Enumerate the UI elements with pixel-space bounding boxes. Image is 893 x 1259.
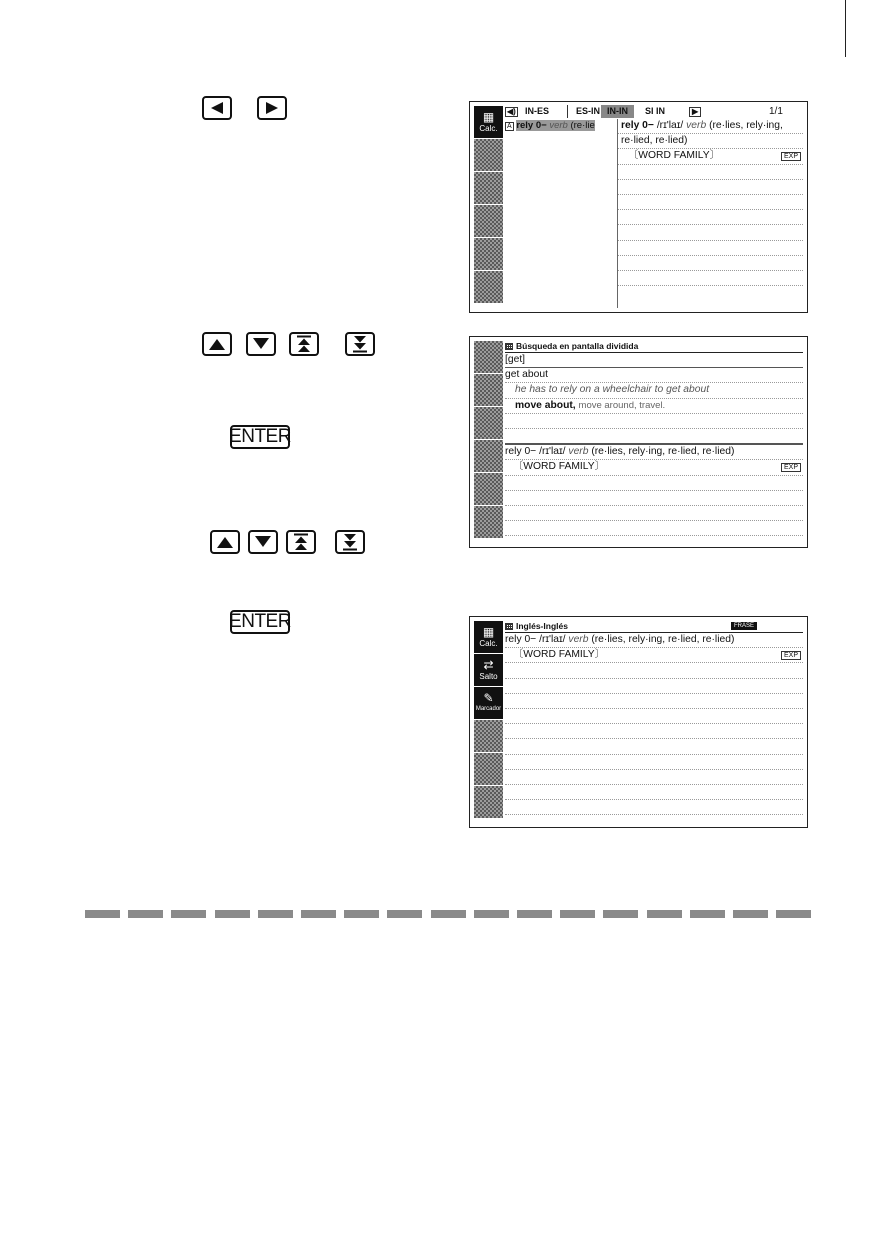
calc-button[interactable] (474, 106, 503, 138)
page-down-key-2 (335, 530, 365, 554)
dash-segment (517, 910, 552, 918)
salto-label: Salto (479, 672, 498, 681)
headword-list (505, 119, 618, 308)
dash-segment (215, 910, 250, 918)
blank-line (505, 429, 803, 445)
side-button-blank[interactable] (474, 139, 503, 171)
side-button-blank[interactable] (474, 341, 503, 373)
down-arrow-key (246, 332, 276, 356)
dash-segment (647, 910, 682, 918)
blank-line (505, 724, 803, 739)
definition-line: re·lied, re·lied) (618, 134, 803, 149)
example-line: he has to rely on a wheelchair to get about (505, 383, 803, 398)
jump-icon: ⇄ (483, 658, 494, 672)
down-triangle-icon (252, 337, 270, 351)
exp-badge: EXP (781, 651, 801, 660)
a-badge-icon: A (507, 123, 512, 130)
blank-line (505, 521, 803, 536)
side-button-blank[interactable] (474, 271, 503, 303)
double-down-icon (342, 533, 358, 551)
marcador-button[interactable] (474, 687, 503, 719)
blank-line (505, 770, 803, 785)
right-triangle-icon (264, 101, 280, 115)
side-button-blank[interactable] (474, 172, 503, 204)
blank-line (505, 785, 803, 800)
blank-line (618, 210, 803, 225)
page-up-key-2 (286, 530, 316, 554)
salto-button[interactable] (474, 654, 503, 686)
definition-line: rely 0− /rɪ'laɪ/ verb (re·lies, rely·ing, re·lied, re·lied) (505, 445, 803, 460)
blank-line (618, 195, 803, 210)
blank-line (618, 225, 803, 240)
tab-in-in[interactable]: IN-IN (601, 105, 634, 118)
tab-si-in[interactable]: SI IN (645, 106, 666, 116)
page-down-key (345, 332, 375, 356)
side-button-blank[interactable] (474, 720, 503, 752)
tab-es-in[interactable]: ES-IN (567, 105, 600, 118)
exp-badge: EXP (781, 463, 801, 472)
blank-line (505, 663, 803, 678)
marcador-label: Marcador (475, 706, 502, 712)
screen-title: Búsqueda en pantalla dividida (505, 340, 803, 353)
blank-line (618, 271, 803, 286)
definition-pane (618, 119, 803, 286)
blank-line (505, 476, 803, 491)
screen3-content (505, 620, 803, 815)
dash-segment (344, 910, 379, 918)
up-arrow-key (202, 332, 232, 356)
dash-segment (776, 910, 811, 918)
side-button-blank[interactable] (474, 506, 503, 538)
side-button-blank[interactable] (474, 205, 503, 237)
blank-line (505, 709, 803, 724)
word-family-line[interactable]: 〔WORD FAMILY〕 EXP (505, 460, 803, 475)
calc-label: Calc. (479, 124, 498, 133)
double-up-icon (293, 533, 309, 551)
page-indicator: 1/1 (769, 106, 783, 117)
dash-segment (733, 910, 768, 918)
dash-segment (474, 910, 509, 918)
dictionary-tabs (505, 105, 803, 118)
side-button-blank[interactable] (474, 374, 503, 406)
dictionary-screen-1 (469, 101, 808, 313)
blank-line (505, 414, 803, 429)
blank-line (505, 506, 803, 521)
dash-segment (690, 910, 725, 918)
play-icon[interactable]: ▶ (689, 107, 701, 117)
screen-title: Inglés-Inglés FRASE (505, 620, 803, 633)
dash-segment (387, 910, 422, 918)
blank-line (505, 679, 803, 694)
dictionary-screen-2 (469, 336, 808, 548)
dash-segment (431, 910, 466, 918)
blank-line (505, 491, 803, 506)
grid-icon (505, 343, 513, 350)
side-button-blank[interactable] (474, 440, 503, 472)
calc-button[interactable] (474, 621, 503, 653)
speaker-icon: ◀) (507, 107, 516, 116)
word-family-line[interactable]: 〔WORD FAMILY〕 EXP (618, 149, 803, 164)
entry-line: move about, move around, travel. (505, 399, 803, 414)
screen2-sidebar (474, 341, 503, 539)
dash-segment (301, 910, 336, 918)
calculator-icon: ▦ (482, 625, 495, 639)
dash-segment (85, 910, 120, 918)
calculator-icon: ▦ (482, 110, 495, 124)
blank-line (505, 755, 803, 770)
blank-line (618, 241, 803, 256)
double-down-icon (352, 335, 368, 353)
enter-key: ENTER (229, 426, 291, 447)
dash-segment (258, 910, 293, 918)
up-triangle-icon (216, 535, 234, 549)
side-button-blank[interactable] (474, 786, 503, 818)
double-up-icon (296, 335, 312, 353)
dash-segment (560, 910, 595, 918)
screen1-content (505, 105, 803, 308)
left-arrow-key (202, 96, 232, 120)
entry-line: [get] (505, 353, 803, 368)
side-button-blank[interactable] (474, 407, 503, 439)
screen3-sidebar (474, 621, 503, 819)
screen2-content (505, 340, 803, 536)
blank-line (618, 256, 803, 271)
margin-rule (845, 0, 846, 57)
tab-in-es[interactable]: IN-ES (525, 106, 550, 116)
blank-line (618, 165, 803, 180)
dictionary-screen-3 (469, 616, 808, 828)
down-arrow-key-2 (248, 530, 278, 554)
exp-badge: EXP (781, 152, 801, 161)
up-arrow-key-2 (210, 530, 240, 554)
side-button-blank[interactable] (474, 238, 503, 270)
definition-line: rely 0− /rɪ'laɪ/ verb (re·lies, rely·ing, (618, 119, 803, 134)
entry-line: get about (505, 368, 803, 383)
word-family-line[interactable]: 〔WORD FAMILY〕 EXP (505, 648, 803, 663)
blank-line (618, 180, 803, 195)
dash-segment (171, 910, 206, 918)
dash-segment (128, 910, 163, 918)
right-arrow-key (257, 96, 287, 120)
page-up-key (289, 332, 319, 356)
calc-label: Calc. (479, 639, 498, 648)
enter-key-2: ENTER (229, 611, 291, 632)
up-triangle-icon (208, 337, 226, 351)
marker-pen-icon: ✎ (483, 691, 494, 705)
dash-segment (603, 910, 638, 918)
blank-line (505, 694, 803, 709)
list-item[interactable]: A rely 0− verb (re·lie (507, 120, 595, 131)
blank-line (505, 739, 803, 754)
blank-line (505, 800, 803, 815)
side-button-blank[interactable] (474, 753, 503, 785)
definition-line: rely 0− /rɪ'laɪ/ verb (re·lies, rely·ing, re·lied, re·lied) (505, 633, 803, 648)
left-triangle-icon (209, 101, 225, 115)
grid-icon (505, 623, 513, 630)
frase-badge: FRASE (731, 622, 757, 630)
side-button-blank[interactable] (474, 473, 503, 505)
down-triangle-icon (254, 535, 272, 549)
screen1-sidebar (474, 106, 503, 304)
